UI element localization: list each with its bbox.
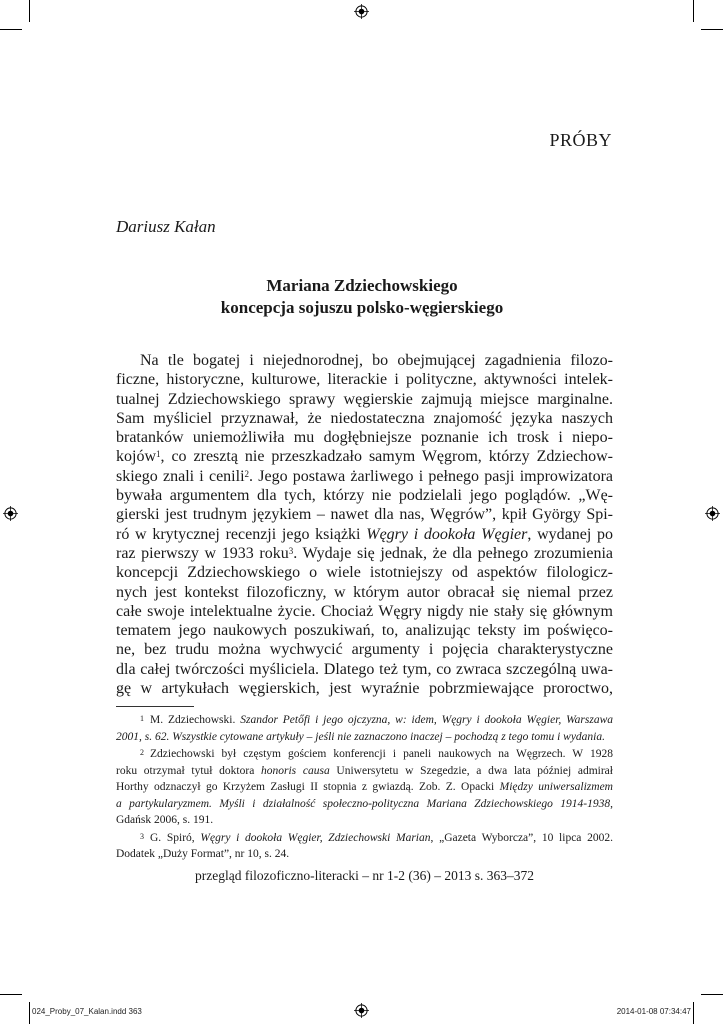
footnote-italic: 2001, s. 62. Wszystkie cytowane artykuły – jeśli nie zaznaczono inaczej – pochodzą z tego tomu i wydania. (116, 730, 606, 743)
crop-mark-bottom-left-h (0, 994, 22, 995)
footnote-line (116, 763, 613, 780)
body-line: tualnej Zdziechowskiego sprawy węgierskie zajmują miejsce marginalne. (116, 390, 613, 408)
crop-mark-top-right-h (701, 29, 723, 30)
body-line: koncepcji Zdziechowskiego o wiele istotniejszy od aspektów filologicz- (116, 564, 613, 582)
footnote-number: 1 (140, 714, 144, 723)
body-line (116, 525, 613, 544)
footnote-ref-3[interactable]: 3 (288, 545, 294, 556)
footnote-line (116, 729, 613, 746)
body-line: gierski jest trudnym językiem – nawet dla nas, Węgrów”, kpił György Spi- (116, 506, 613, 524)
footnote-ref-2[interactable]: 2 (244, 468, 250, 479)
body-text-segment: raz pierwszy w 1933 roku (116, 544, 289, 562)
footnote-text: Zdziechowski był częstym gościem konferencji i paneli naukowych na Węgrzech. W 1928 (150, 748, 613, 760)
crop-mark-bottom-right (693, 1002, 694, 1024)
body-line: ficzne, historyczne, kulturowe, literackie i polityczne, aktywności intelek- (116, 371, 613, 389)
footnote-3 (116, 830, 613, 863)
crop-mark-bottom-right-h (701, 994, 723, 995)
body-text-segment: kojów (116, 448, 156, 466)
body-line: bywała argumentem dla tych, którzy nie podzielali jego poglądów. „Wę- (116, 487, 613, 505)
footnote-text: G. Spiró, (150, 831, 201, 844)
footnote-ref-1[interactable]: 1 (156, 449, 161, 460)
footnote-line (116, 746, 613, 763)
footnote-line (116, 779, 613, 796)
registration-mark-icon (354, 1003, 369, 1018)
crop-mark-top-left (29, 0, 30, 22)
footnotes (116, 712, 613, 864)
crop-mark-top-right (693, 0, 694, 22)
footnote-italic: Szandor Petőfi i jego ojczyzna, w: idem, Węgry i dookoła Węgier, Warszawa (240, 714, 614, 726)
footnote-italic: a partykularyzmem. Myśli i działalność społeczno-polityczna Mariana Zdziechowskiego 1914-1938 (116, 797, 611, 810)
body-line (116, 447, 613, 466)
journal-footer: przegląd filozoficzno-literacki – nr 1-2 (36) – 2013 s. 363–372 (195, 868, 534, 883)
article-title (116, 275, 608, 319)
body-line: bratanków uniemożliwiła mu dogłębniejsze poznanie ich trosk i niepo- (116, 429, 613, 447)
footnote-text: roku otrzymał tytuł doktora (116, 764, 262, 777)
body-line: ne, bez trudu można wychwycić argumenty i pojęcia charakterystyczne (116, 641, 613, 659)
body-line (116, 544, 613, 563)
body-line: gę w artykułach węgierskich, jest wyraźnie pobrzmiewające proroctwo, (116, 680, 613, 698)
slug-file-info: 024_Proby_07_Kalan.indd 363 (32, 1007, 142, 1016)
body-text-segment: , wydanej po (527, 525, 614, 543)
body-text-segment: . Jego postawa żarliwego i pełnego pasji improwizatora (249, 467, 613, 485)
footnote-italic: Węgry i dookoła Węgier, Zdziechowski Marian (200, 831, 431, 844)
footnote-italic: honoris causa (261, 764, 330, 777)
footnote-text: Uniwersytetu w Szegedzie, a dwa lata później admirał (329, 764, 613, 777)
registration-mark-icon (3, 506, 18, 521)
footnote-line: Dodatek „Duży Format”, nr 10, s. 24. (116, 848, 290, 860)
body-line: Sam myśliciel przyznawał, że niedostateczna znajomość języka naszych (116, 409, 613, 427)
body-line: tematem jego naukowych poszukiwań, to, analizując teksty im poświęco- (116, 622, 613, 640)
registration-mark-icon (705, 506, 720, 521)
footnote-text: , „Gazeta Wyborcza”, 10 lipca 2002. (430, 831, 613, 844)
footnote-number: 3 (140, 831, 144, 841)
body-text-segment: skiego znali i cenili (116, 467, 245, 485)
footnote-line (116, 712, 613, 729)
body-line: całe swoje intelektualne życie. Chociaż Węgry nigdy nie stały się głównym (116, 602, 613, 620)
footnote-2 (116, 746, 613, 829)
body-line: Na tle bogatej i niejednorodnej, bo obejmującej zagadnienia filozo- (140, 352, 613, 369)
crop-mark-bottom-left (29, 1002, 30, 1024)
title-line: Mariana Zdziechowskiego (266, 276, 458, 295)
footnote-line: Gdańsk 2006, s. 191. (116, 814, 214, 826)
footnote-text: Horthy odznaczył go Krzyżem Zasługi II stopnia z gwiazdą. Zob. Z. Opacki (116, 781, 500, 793)
body-line: nych jest kontekst filozoficzny, w którym autor obracał się niemal przez (116, 583, 613, 601)
body-text-segment: ró w krytycznej recenzji jego książki (116, 525, 367, 543)
footnote-text: M. Zdziechowski. (150, 714, 241, 726)
section-heading: PRÓBY (549, 130, 612, 150)
body-line (116, 467, 613, 486)
body-line: dla całej twórczości myśliciela. Dlatego też tym, co zwraca szczególną uwa- (116, 660, 613, 678)
title-line: koncepcja sojuszu polsko-węgierskiego (220, 298, 504, 317)
body-text-segment: . Wydaje się jednak, że dla pełnego zrozumienia (293, 544, 614, 562)
footnote-line (116, 830, 613, 847)
footnote-line (116, 796, 613, 813)
footnote-text: , (610, 797, 613, 810)
book-title: Węgry i dookoła Węgier (366, 525, 528, 543)
footnote-divider (116, 706, 194, 707)
footnote-number: 2 (140, 748, 144, 757)
body-text-segment: , co zresztą nie przeszkadzało samym Węgrom, którzy Zdziechow- (160, 448, 613, 466)
crop-mark-top-left-h (0, 29, 22, 30)
body-paragraph (116, 351, 613, 698)
author-name: Dariusz Kałan (116, 217, 216, 236)
footnote-italic: Między uniwersalizmem (499, 781, 613, 793)
slug-date: 2014-01-08 07:34:47 (616, 1007, 691, 1016)
footnote-1 (116, 712, 613, 745)
registration-mark-icon (354, 4, 369, 19)
